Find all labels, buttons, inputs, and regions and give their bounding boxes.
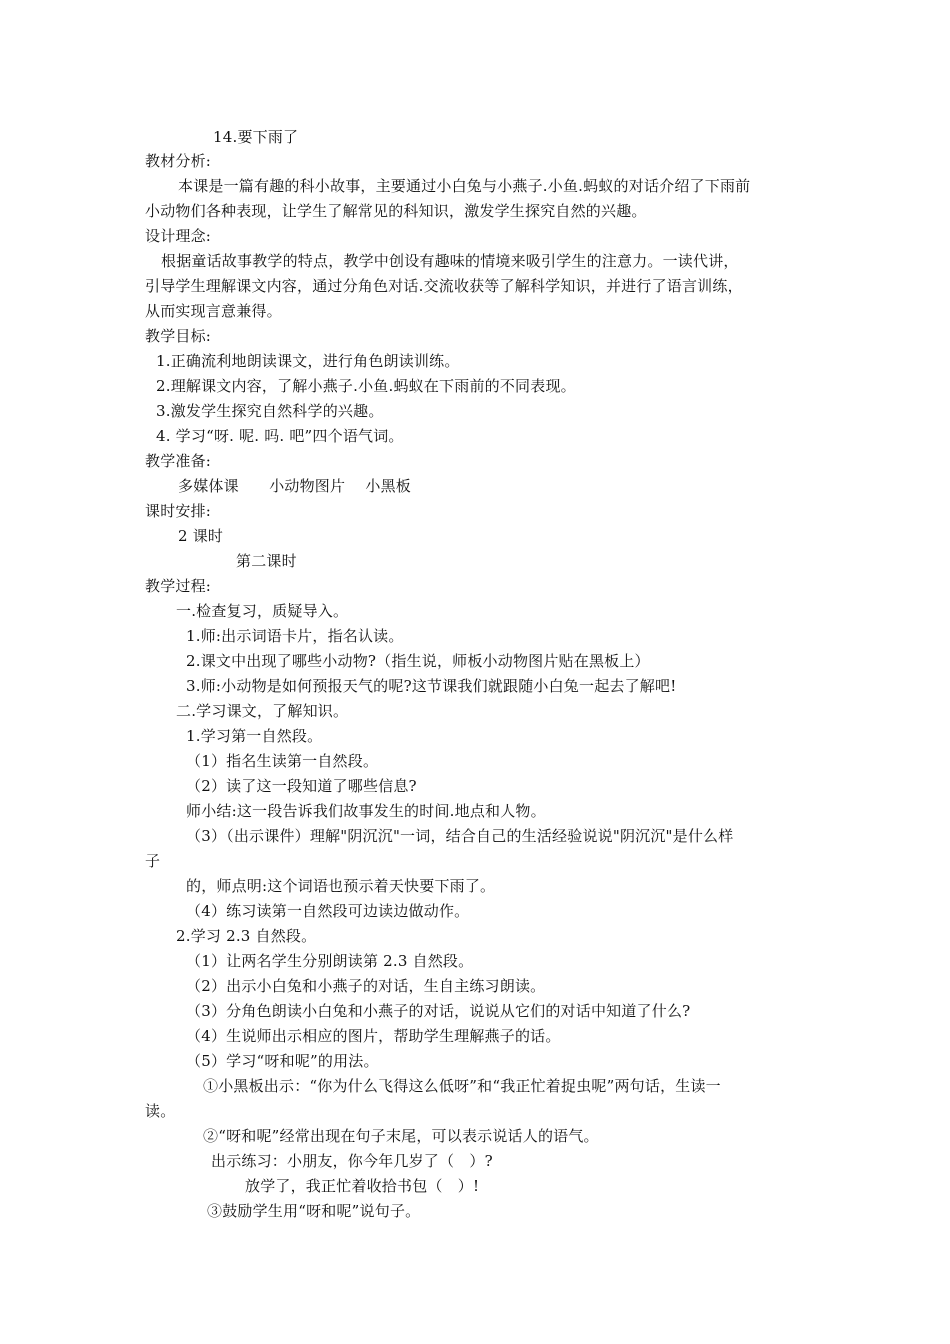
list-item: 4. 学习“呀. 呢. 吗. 吧”四个语气词。 [156,427,404,445]
paragraph-line: 多媒体课 小动物图片 小黑板 [178,477,411,495]
list-item: 1.师:出示词语卡片，指名认读。 [186,627,404,645]
list-item: 2.课文中出现了哪些小动物?（指生说，师板小动物图片贴在黑板上） [186,652,650,670]
paragraph-line: 的，师点明:这个词语也预示着天快要下雨了。 [186,877,496,895]
section-heading: 教学准备: [145,452,212,470]
lesson-subtitle: 第二课时 [236,552,297,570]
list-item: （1）让两名学生分别朗读第 2.3 自然段。 [186,952,474,970]
list-item: ③鼓励学生用“呀和呢”说句子。 [207,1202,421,1220]
list-item: 2.学习 2.3 自然段。 [176,927,317,945]
list-item: 3.激发学生探究自然科学的兴趣。 [156,402,384,420]
list-item: ②“呀和呢”经常出现在句子末尾，可以表示说话人的语气。 [203,1127,599,1145]
section-heading: 课时安排: [145,502,212,520]
step-heading: 一.检查复习，质疑导入。 [176,602,349,620]
list-item: （3）（出示课件）理解"阴沉沉"一词，结合自己的生活经验说说"阴沉沉"是什么样 [186,827,734,845]
list-item: 3.师:小动物是如何预报天气的呢?这节课我们就跟随小白兔一起去了解吧! [186,677,677,695]
list-item: （3）分角色朗读小白兔和小燕子的对话，说说从它们的对话中知道了什么? [186,1002,691,1020]
list-item: （4）练习读第一自然段可边读边做动作。 [186,902,470,920]
paragraph-line: 根据童话故事教学的特点，教学中创设有趣味的情境来吸引学生的注意力。一读代讲， [161,252,739,270]
section-heading: 教学过程: [145,577,212,595]
paragraph-line: 子 [145,852,161,870]
paragraph-line: 2 课时 [178,527,224,545]
paragraph-line: 从而实现言意兼得。 [145,302,282,320]
list-item: 1.正确流利地朗读课文，进行角色朗读训练。 [156,352,460,370]
exercise-line: 出示练习：小朋友，你今年几岁了（ ）? [211,1152,493,1170]
paragraph-line: 师小结:这一段告诉我们故事发生的时间.地点和人物。 [186,802,546,820]
section-heading: 教材分析: [145,152,212,170]
section-heading: 设计理念: [145,227,212,245]
section-heading: 教学目标: [145,327,212,345]
paragraph-line: 本课是一篇有趣的科小故事，主要通过小白兔与小燕子.小鱼.蚂蚁的对话介绍了下雨前 [178,177,751,195]
paragraph-line: 小动物们各种表现，让学生了解常见的科知识，激发学生探究自然的兴趣。 [145,202,647,220]
list-item: （1）指名生读第一自然段。 [186,752,379,770]
list-item: （2）出示小白兔和小燕子的对话，生自主练习朗读。 [186,977,546,995]
list-item: （5）学习“呀和呢”的用法。 [186,1052,379,1070]
list-item: 1.学习第一自然段。 [186,727,323,745]
paragraph-line: 读。 [145,1102,176,1120]
step-heading: 二.学习课文，了解知识。 [176,702,349,720]
list-item: （2）读了这一段知道了哪些信息? [186,777,417,795]
list-item: （4）生说师出示相应的图片，帮助学生理解燕子的话。 [186,1027,561,1045]
paragraph-line: 引导学生理解课文内容，通过分角色对话.交流收获等了解科学知识，并进行了语言训练， [145,277,743,295]
list-item: 2.理解课文内容，了解小燕子.小鱼.蚂蚁在下雨前的不同表现。 [156,377,576,395]
exercise-line: 放学了，我正忙着收拾书包（ ）! [245,1177,480,1195]
list-item: ①小黑板出示：“你为什么飞得这么低呀”和“我正忙着捉虫呢”两句话，生读一 [203,1077,721,1095]
document-title: 14.要下雨了 [213,128,299,146]
